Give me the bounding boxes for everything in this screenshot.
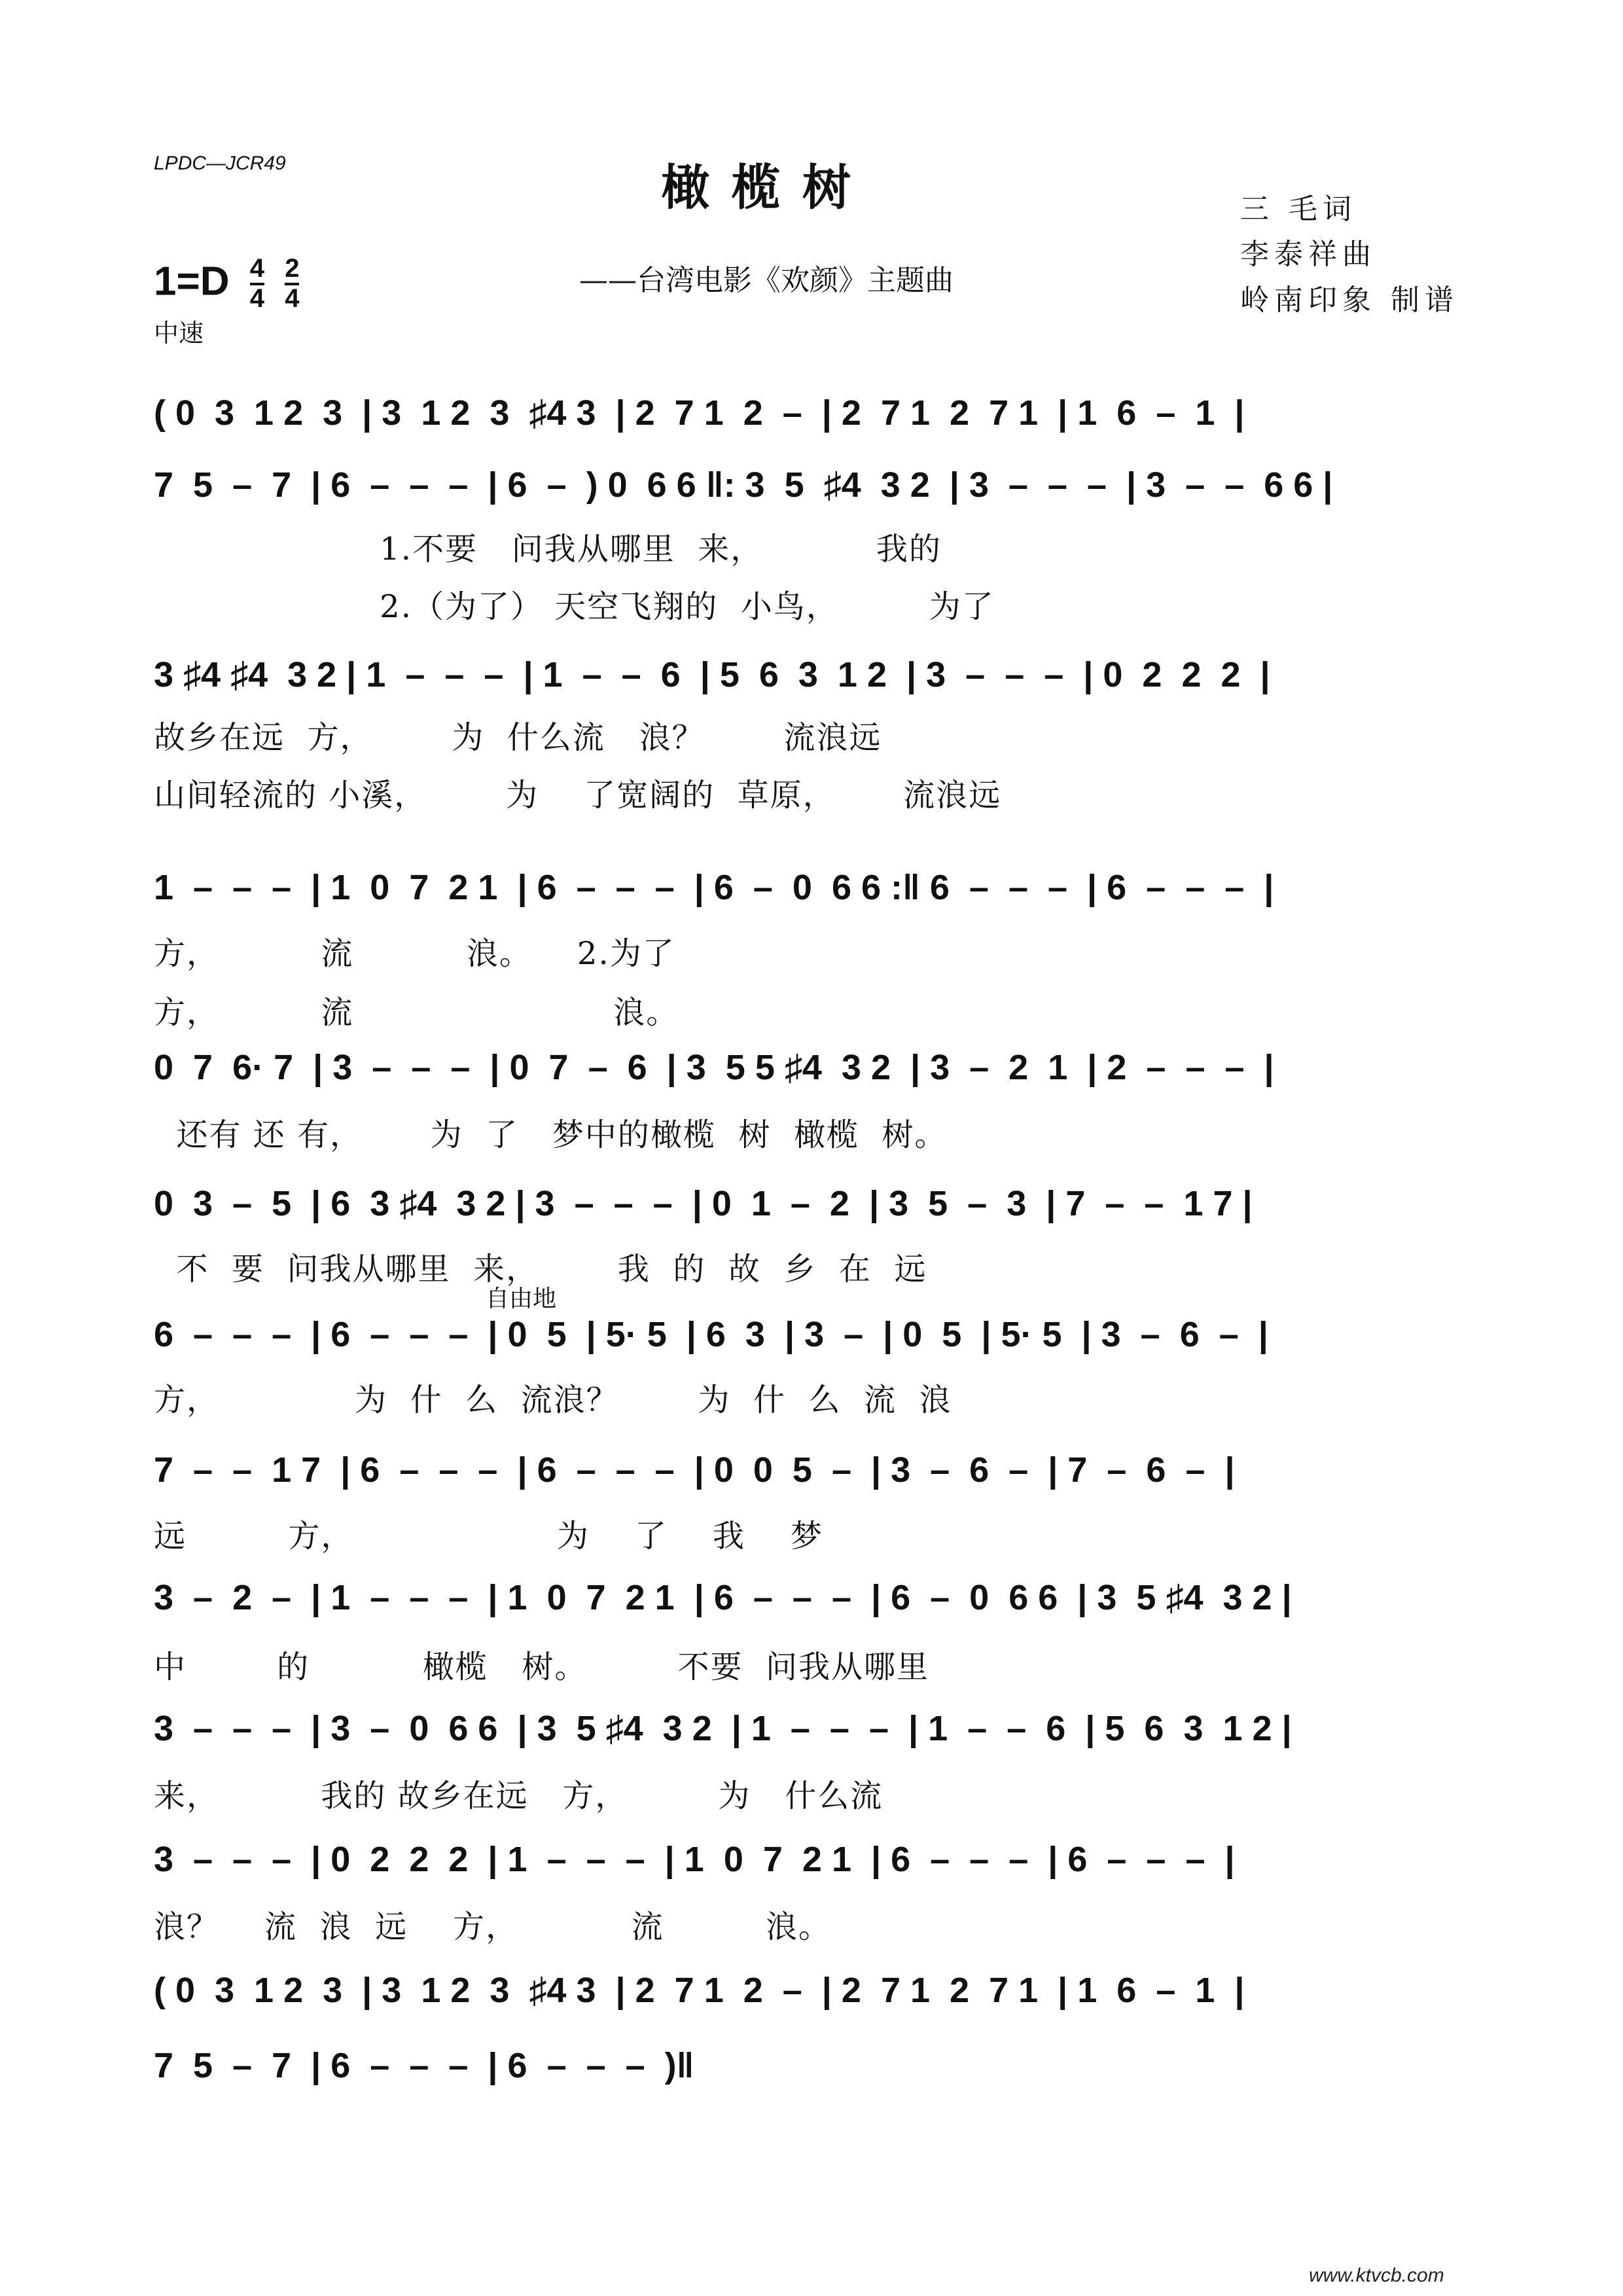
system-7-notes: 6 – – – | 6 – – – | 0 5 | 5· 5 | 6 3 | 3 – | 0 5 | 5· 5 | 3 – 6 – | [154, 1315, 1268, 1354]
composer-credit: 李泰祥曲 [1240, 238, 1376, 271]
system-3-lyrics-1: 故乡在远 方， 为 什么流 浪？ 流浪远 [154, 719, 882, 756]
system-8-lyrics-1: 远 方， 为 了 我 梦 [154, 1518, 824, 1554]
time2-numerator: 2 [285, 254, 300, 283]
system-13-notes: 7 5 – 7 | 6 – – – | 6 – – – )‖ [154, 2046, 694, 2085]
system-2-lyrics-2: 2.（为了） 天空飞翔的 小鸟， 为了 [154, 588, 995, 625]
system-2-lyrics-1: 1.不要 问我从哪里 来， 我的 [154, 531, 942, 567]
system-11-notes: 3 – – – | 0 2 2 2 | 1 – – – | 1 0 7 2 1 | 6 – – – | 6 – – – | [154, 1840, 1235, 1879]
system-5-notes: 0 7 6· 7 | 3 – – – | 0 7 – 6 | 3 5 5 ♯4 3 2 | 3 – 2 1 | 2 – – – | [154, 1048, 1274, 1087]
system-10-notes: 3 – – – | 3 – 0 6 6 | 3 5 ♯4 3 2 | 1 – – – | 1 – – 6 | 5 6 3 1 2 | [154, 1709, 1292, 1748]
system-4-lyrics-1: 方， 流 浪。 2.为了 [154, 935, 675, 972]
system-4-lyrics-2: 方， 流 浪。 [154, 994, 679, 1031]
system-1-notes: ( 0 3 1 2 3 | 3 1 2 3 ♯4 3 | 2 7 1 2 – | 2 7 1 2 7 1 | 1 6 – 1 | [154, 393, 1245, 433]
tempo-marking: 中速 [154, 319, 204, 348]
key-label: 1=D [154, 259, 230, 304]
system-5-lyrics-1: 还有 还 有， 为 了 梦中的橄榄 树 橄榄 树。 [154, 1117, 948, 1153]
time1-numerator: 4 [249, 254, 264, 283]
system-3-notes: 3 ♯4 ♯4 3 2 | 1 – – – | 1 – – 6 | 5 6 3 1 2 | 3 – – – | 0 2 2 2 | [154, 655, 1270, 694]
system-7-lyrics-1: 方， 为 什 么 流浪？ 为 什 么 流 浪 [154, 1382, 952, 1418]
arranger-credit: 岭南印象 制谱 [1240, 283, 1459, 317]
system-8-notes: 7 – – 1 7 | 6 – – – | 6 – – – | 0 0 5 – | 3 – 6 – | 7 – 6 – | [154, 1450, 1235, 1490]
time-signature-1 [250, 255, 264, 313]
free-tempo-marking: 自由地 [486, 1285, 557, 1312]
system-12-notes: ( 0 3 1 2 3 | 3 1 2 3 ♯4 3 | 2 7 1 2 – | 2 7 1 2 7 1 | 1 6 – 1 | [154, 1971, 1245, 2010]
song-title: 橄榄树 [661, 160, 873, 216]
system-4-notes: 1 – – – | 1 0 7 2 1 | 6 – – – | 6 – 0 6 6 :‖ 6 – – – | 6 – – – | [154, 868, 1274, 907]
system-3-lyrics-2: 山间轻流的 小溪， 为 了宽阔的 草原， 流浪远 [154, 777, 1002, 814]
key-signature [154, 255, 299, 313]
system-2-notes: 7 5 – 7 | 6 – – – | 6 – ) 0 6 6 ‖: 3 5 ♯4 3 2 | 3 – – – | 3 – – 6 6 | [154, 465, 1333, 505]
system-11-lyrics-1: 浪？ 流 浪 远 方， 流 浪。 [154, 1909, 831, 1945]
system-9-lyrics-1: 中 的 橄榄 树。 不要 问我从哪里 [154, 1649, 929, 1685]
time2-denominator: 4 [285, 284, 300, 313]
time-signature-2 [285, 255, 299, 313]
system-6-notes: 0 3 – 5 | 6 3 ♯4 3 2 | 3 – – – | 0 1 – 2 | 3 5 – 3 | 7 – – 1 7 | [154, 1184, 1253, 1223]
system-9-notes: 3 – 2 – | 1 – – – | 1 0 7 2 1 | 6 – – – | 6 – 0 6 6 | 3 5 ♯4 3 2 | [154, 1578, 1292, 1617]
score-code: LPDC—JCR49 [154, 152, 286, 174]
time1-denominator: 4 [249, 284, 264, 313]
lyricist-credit: 三 毛词 [1240, 192, 1357, 226]
watermark: www.ktvcb.com [1309, 2265, 1444, 2286]
song-subtitle: ——台湾电影《欢颜》主题曲 [579, 264, 954, 297]
system-10-lyrics-1: 来， 我的 故乡在远 方， 为 什么流 [154, 1778, 883, 1814]
system-6-lyrics-1: 不 要 问我从哪里 来， 我 的 故 乡 在 远 [154, 1251, 927, 1287]
